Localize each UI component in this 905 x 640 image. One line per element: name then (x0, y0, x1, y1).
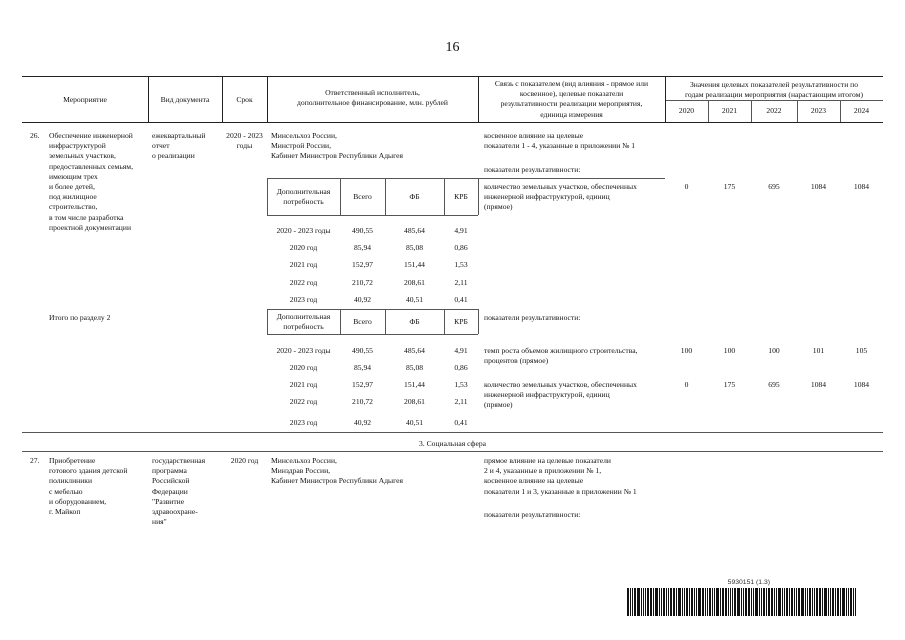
barcode-bar (659, 588, 660, 616)
barcode-bar (668, 588, 669, 616)
barcode-bar (794, 588, 795, 616)
fin-row-period: 2020 - 2023 годы (276, 226, 331, 235)
barcode-bar (728, 588, 729, 616)
fin-header-need: Дополнительная потребность (276, 312, 331, 332)
header-responsible: Ответственный исполнитель, дополнительное финансирование, млн. рублей (297, 88, 448, 108)
fin-row-period: 2022 год (289, 278, 318, 287)
section-rule (22, 432, 883, 433)
barcode-bar (694, 588, 695, 616)
header-doc-type: Вид документа (160, 95, 210, 104)
row27-term: 2020 год (230, 456, 259, 465)
barcode-bar (632, 588, 633, 616)
row27-doc-type: государственная программа Российской Федерации "Развитие здравоохране- ния" (152, 456, 206, 527)
barcode-bar (732, 588, 733, 616)
barcode-bar (830, 588, 831, 616)
header-values: Значения целевых показателей результативности по годам реализации мероприятия (нарастающим итогом) (685, 80, 863, 100)
barcode-bar (791, 588, 793, 616)
barcode-bar (696, 588, 697, 616)
row26-value-2024: 1084 (853, 182, 870, 191)
barcode-bar (734, 588, 736, 616)
fin-header-need: Дополнительная потребность (276, 187, 331, 207)
barcode-bar (819, 588, 821, 616)
fin-header-fb: ФБ (409, 317, 420, 326)
header-top-rule (22, 76, 883, 77)
fin-row-fb: 40,51 (405, 418, 424, 427)
fin-row-period: 2022 год (289, 397, 318, 406)
barcode-bar (676, 588, 677, 616)
barcode-bar (774, 588, 775, 616)
barcode-bar (763, 588, 765, 616)
fin-row-fb: 151,44 (404, 380, 425, 389)
row26-responsible: Минсельхоз России, Минстрой России, Кабинет Министров Республики Адыгея (271, 131, 404, 161)
barcode-bar (824, 588, 827, 616)
fin-row-total: 40,92 (353, 418, 372, 427)
barcode-bar (716, 588, 719, 616)
barcode-bar (743, 588, 744, 616)
barcode-bar (748, 588, 750, 616)
barcode-bar (789, 588, 790, 616)
fin-row-fb: 208,61 (404, 397, 425, 406)
total-value1-2024: 105 (855, 346, 868, 355)
barcode-bar (751, 588, 752, 616)
barcode-bar (840, 588, 841, 616)
total-value2-2022: 695 (768, 380, 780, 389)
barcode-bar (807, 588, 808, 616)
total-value2-2024: 1084 (853, 380, 870, 389)
fin-row-krb: 4,91 (454, 346, 468, 355)
fin-header-total: Всего (353, 317, 372, 326)
barcode-bar (814, 588, 815, 616)
fin-row-period: 2023 год (289, 295, 318, 304)
barcode (627, 588, 859, 616)
fin-row-period: 2023 год (289, 418, 318, 427)
barcode-bar (850, 588, 852, 616)
barcode-bar (634, 588, 636, 616)
barcode-bar (755, 588, 758, 616)
barcode-bar (673, 588, 675, 616)
barcode-bar (786, 588, 788, 616)
header-measure: Мероприятие (63, 95, 107, 104)
barcode-bar (822, 588, 823, 616)
fin-row-krb: 0,41 (454, 418, 468, 427)
fin-row-total: 85,94 (353, 243, 372, 252)
fin-header-krb: КРБ (454, 192, 468, 201)
fin-row-fb: 485,64 (404, 346, 425, 355)
barcode-bar (691, 588, 693, 616)
fin-row-krb: 1,53 (454, 260, 468, 269)
header-term: Срок (236, 95, 253, 104)
fin-row-period: 2020 год (289, 363, 318, 372)
fin-row-krb: 2,11 (454, 397, 468, 406)
barcode-bar (782, 588, 783, 616)
barcode-bar (630, 588, 631, 616)
row27-link: прямое влияние на целевые показатели 2 и 4, указанные в приложении № 1, косвенное влияние на целевые показатели 1 и 3, указанные в приложении № 1 (484, 456, 637, 496)
barcode-bar (848, 588, 849, 616)
barcode-bar (835, 588, 836, 616)
total-value1-2020: 100 (680, 346, 693, 355)
row27-measure: Приобретение готового здания детской поликлиники с мебелью и оборудованием, г. Майкоп (49, 456, 128, 517)
fin-row-krb: 4,91 (454, 226, 468, 235)
barcode-bar (720, 588, 721, 616)
fin-header-total: Всего (353, 192, 372, 201)
header-year: 2020 (678, 106, 695, 115)
barcode-bar (846, 588, 847, 616)
total-value1-2021: 100 (723, 346, 736, 355)
barcode-bar (707, 588, 708, 616)
total-indicator-1: темп роста объемов жилищного строительства, процентов (прямое) (484, 346, 638, 366)
fin-row-total: 152,97 (352, 260, 373, 269)
barcode-bar (641, 588, 642, 616)
header-year: 2021 (721, 106, 738, 115)
barcode-bar (722, 588, 724, 616)
barcode-bar (761, 588, 762, 616)
barcode-bar (689, 588, 690, 616)
fin-row-period: 2021 год (289, 380, 318, 389)
fin-row-krb: 0,86 (454, 363, 468, 372)
barcode-bar (737, 588, 740, 616)
row26-link: косвенное влияние на целевые показатели 1 - 4, указанные в приложении № 1 (484, 131, 636, 151)
barcode-bar (771, 588, 773, 616)
fin-row-total: 490,55 (352, 346, 373, 355)
fin-row-total: 152,97 (352, 380, 373, 389)
barcode-bar (686, 588, 688, 616)
row26-doc-type: ежеквартальный отчет о реализации (152, 131, 206, 161)
row26-value-2021: 175 (723, 182, 736, 191)
header-year: 2023 (810, 106, 827, 115)
barcode-bar (682, 588, 683, 616)
barcode-bar (705, 588, 706, 616)
row27-responsible: Минсельхоз России, Минздрав России, Кабинет Министров Республики Адыгея (271, 456, 404, 486)
total-value2-2021: 175 (723, 380, 736, 389)
barcode-bar (645, 588, 646, 616)
barcode-bar (666, 588, 667, 616)
fin-row-total: 210,72 (352, 278, 373, 287)
barcode-bar (784, 588, 785, 616)
barcode-bar (766, 588, 767, 616)
total-indicators-label: показатели результативности: (484, 313, 581, 322)
row26-number: 26. (30, 131, 40, 140)
barcode-bar (678, 588, 681, 616)
section3-title: 3. Социальная сфера (418, 439, 487, 448)
row26-indicator: количество земельных участков, обеспеченных инженерной инфраструктурой, единиц (прямое) (484, 182, 637, 212)
barcode-bar (725, 588, 727, 616)
fin-row-total: 210,72 (352, 397, 373, 406)
barcode-bar (745, 588, 747, 616)
fin-row-fb: 85,08 (405, 243, 424, 252)
barcode-bar (643, 588, 644, 616)
barcode-bar (809, 588, 811, 616)
barcode-bar (655, 588, 658, 616)
row26-indicators-label: показатели результативности: (484, 165, 581, 174)
barcode-bar (816, 588, 818, 616)
barcode-bar (778, 588, 781, 616)
barcode-bar (670, 588, 672, 616)
fin-row-total: 40,92 (353, 295, 372, 304)
fin-row-fb: 40,51 (405, 295, 424, 304)
barcode-bar (837, 588, 839, 616)
fin-row-krb: 2,11 (454, 278, 468, 287)
fin-row-total: 490,55 (352, 226, 373, 235)
total-value1-2022: 100 (768, 346, 780, 355)
total-value2-2023: 1084 (810, 380, 827, 389)
fin-header-krb: КРБ (454, 317, 468, 326)
barcode-bar (653, 588, 654, 616)
fin-row-period: 2020 - 2023 годы (276, 346, 331, 355)
row26-value-2023: 1084 (810, 182, 827, 191)
fin-row-fb: 208,61 (404, 278, 425, 287)
barcode-bar (828, 588, 829, 616)
barcode-bar (741, 588, 742, 616)
barcode-bar (709, 588, 711, 616)
header-year: 2022 (766, 106, 782, 115)
barcode-bar (698, 588, 701, 616)
fin-row-period: 2020 год (289, 243, 318, 252)
barcode-bar (663, 588, 665, 616)
barcode-bar (832, 588, 834, 616)
barcode-bar (768, 588, 770, 616)
fin-row-krb: 0,86 (454, 243, 468, 252)
header-link: Связь с показателем (вид влияния - прямое или косвенное), целевые показатели результативности реализации мероприятия, единица измерения (494, 79, 649, 119)
header-bottom-rule (22, 122, 883, 123)
total-value2-2020: 0 (684, 380, 689, 389)
barcode-bar (712, 588, 713, 616)
barcode-bar (684, 588, 685, 616)
fin-header-fb: ФБ (409, 192, 420, 201)
barcode-bar (798, 588, 800, 616)
fin-row-fb: 85,08 (405, 363, 424, 372)
barcode-bar (855, 588, 856, 616)
total-indicator-2: количество земельных участков, обеспеченных инженерной инфраструктурой, единиц (прямое) (484, 380, 637, 410)
page-number: 16 (445, 40, 460, 55)
section-rule (22, 451, 883, 452)
row26-measure: Обеспечение инженерной инфраструктурой земельных участков, предоставленных семьям, имеющим трех и более детей, под жилищное строительство, в том числе разработка проектной документации (49, 131, 134, 232)
barcode-bar (842, 588, 845, 616)
row27-number: 27. (30, 456, 40, 465)
row26-indicator-rule (478, 178, 665, 179)
barcode-bar (730, 588, 731, 616)
row27-indicators-label: показатели результативности: (484, 510, 581, 519)
total-section2-label: Итого по разделу 2 (49, 313, 111, 322)
row26-value-2022: 695 (768, 182, 780, 191)
barcode-bar (853, 588, 854, 616)
fin-row-krb: 0,41 (454, 295, 468, 304)
barcode-bar (801, 588, 804, 616)
barcode-bar (776, 588, 777, 616)
barcode-bar (796, 588, 797, 616)
barcode-bar (805, 588, 806, 616)
total-value1-2023: 101 (812, 346, 825, 355)
barcode-bar (714, 588, 715, 616)
row26-term: 2020 - 2023 годы (226, 131, 263, 151)
barcode-bar (759, 588, 760, 616)
barcode-bar (647, 588, 649, 616)
fin-row-total: 85,94 (353, 363, 372, 372)
fin-row-fb: 485,64 (404, 226, 425, 235)
barcode-bar (661, 588, 662, 616)
barcode-bar (637, 588, 640, 616)
barcode-bar (702, 588, 704, 616)
header-year: 2024 (853, 106, 870, 115)
barcode-bar (753, 588, 754, 616)
fin-row-krb: 1,53 (454, 380, 468, 389)
row26-value-2020: 0 (684, 182, 689, 191)
fin-row-fb: 151,44 (404, 260, 425, 269)
fin-row-period: 2021 год (289, 260, 318, 269)
barcode-bar (812, 588, 813, 616)
barcode-bar (627, 588, 629, 616)
barcode-bar (650, 588, 652, 616)
barcode-label: 5930151 (1.3) (727, 579, 770, 586)
